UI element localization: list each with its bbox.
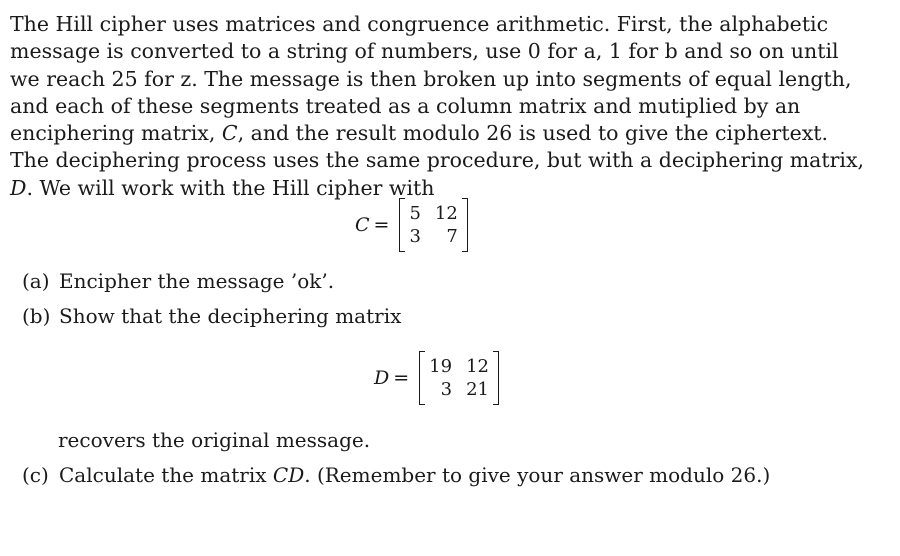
intro-var-d: D: [10, 175, 27, 200]
matrix-d-entry-22: 21: [466, 379, 489, 400]
matrix-c-entry-22: 7: [446, 226, 458, 247]
part-c-text-1: Calculate the matrix: [59, 463, 273, 487]
matrix-c-entry-12: 12: [434, 203, 458, 224]
part-c-var: CD: [272, 463, 305, 487]
problem-intro: [10, 11, 870, 202]
part-b: [22, 304, 401, 328]
matrix-d: [417, 354, 501, 402]
matrix-c-entry-11: 5: [409, 203, 421, 224]
intro-text-1: The Hill cipher uses matrices and congruence arithmetic. First, the alphabetic message is converted to a string of numbers, use 0 for a, 1 for b and so on until we reach 25 for z. The message is then broken up into segments of equal length, and each of these segments treated as a column matrix and mutiplied by an enciphering matrix,: [10, 12, 852, 146]
part-a-text: Encipher the message ’ok’.: [59, 269, 335, 293]
matrix-c-label: C: [355, 214, 370, 236]
matrix-d-entry-12: 12: [466, 356, 489, 377]
part-c-text-2: . (Remember to give your answer modulo 26.): [304, 463, 771, 487]
matrix-c-entry-21: 3: [409, 226, 421, 247]
part-a-label: (a): [22, 269, 50, 293]
matrix-d-entry-21: 3: [440, 379, 453, 400]
matrix-d-label: D: [374, 367, 390, 389]
intro-text-2: , and the result modulo 26 is used to give the ciphertext. The deciphering process uses the same procedure, but with a deciphering matrix,: [10, 121, 865, 173]
equals-sign: =: [373, 214, 390, 236]
part-c-label: (c): [22, 463, 49, 487]
intro-var-c: C: [221, 121, 238, 146]
equals-sign: =: [393, 367, 410, 389]
part-c: [22, 463, 770, 487]
recovers-text: recovers the original message.: [58, 428, 371, 452]
matrix-c: [397, 201, 469, 249]
intro-text-3: . We will work with the Hill cipher with: [26, 175, 435, 200]
part-b-label: (b): [22, 304, 51, 328]
part-a: [22, 269, 334, 293]
matrix-c-equation: [355, 201, 470, 249]
part-b-text: Show that the deciphering matrix: [59, 304, 402, 328]
matrix-d-equation: [374, 354, 501, 402]
matrix-d-entry-11: 19: [429, 356, 453, 377]
